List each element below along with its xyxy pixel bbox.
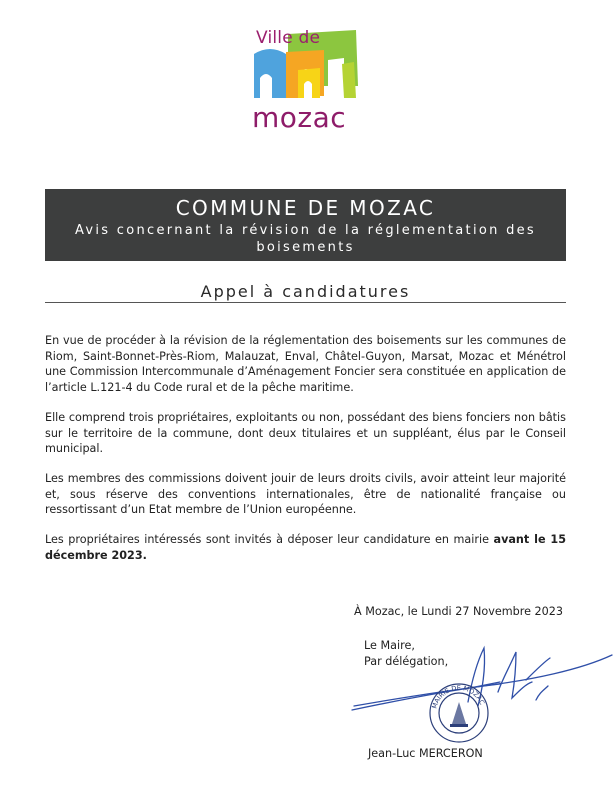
logo xyxy=(246,24,366,134)
banner-subtitle: Avis concernant la révision de la réglementation des boisements xyxy=(74,223,537,255)
logo-ville-de-text: Ville de xyxy=(256,28,321,48)
signer-name: Jean-Luc MERCERON xyxy=(368,747,483,760)
logo-mozac-text: mozac xyxy=(252,101,347,134)
heading-underline xyxy=(45,302,566,303)
title-banner xyxy=(45,189,566,261)
paragraph-4-text: Les propriétaires intéressés sont invités à déposer leur candidature en mairie xyxy=(45,533,494,546)
paragraph-2: Elle comprend trois propriétaires, exploitants ou non, possédant des biens fonciers non bâtis sur le territoire de la commune, dont deux titulaires et un suppléant, élus par le Conseil municipal. xyxy=(45,411,566,455)
section-heading: Appel à candidatures xyxy=(200,282,411,301)
signer-delegation: Par délégation, xyxy=(364,655,449,668)
official-stamp xyxy=(428,682,490,744)
paragraph-4 xyxy=(45,532,566,563)
paragraph-3: Les membres des commissions doivent jouir de leurs droits civils, avoir atteint leur majorité et, sous réserve des conventions internationales, être de nationalité française ou ressortissant d’un Etat membre de l’Union européenne. xyxy=(45,472,566,516)
paragraph-1: En vue de procéder à la révision de la réglementation des boisements sur les communes de Riom, Saint-Bonnet-Près-Riom, Malauzat, Enval, Châtel-Guyon, Marsat, Mozac et Ménétrol une Commission Intercommunale d’Aménagement Foncier sera constituée en application de l’article L.121-4 du Code rural et de la pêche maritime. xyxy=(45,334,566,394)
signer-title: Le Maire, xyxy=(364,639,415,652)
place-date: À Mozac, le Lundi 27 Novembre 2023 xyxy=(353,605,563,618)
banner-title: COMMUNE DE MOZAC xyxy=(175,196,436,220)
svg-text:MAIRIE DE MOZAC: MAIRIE DE MOZAC xyxy=(430,683,487,710)
deadline-text: avant le 15 décembre 2023. xyxy=(45,533,566,562)
